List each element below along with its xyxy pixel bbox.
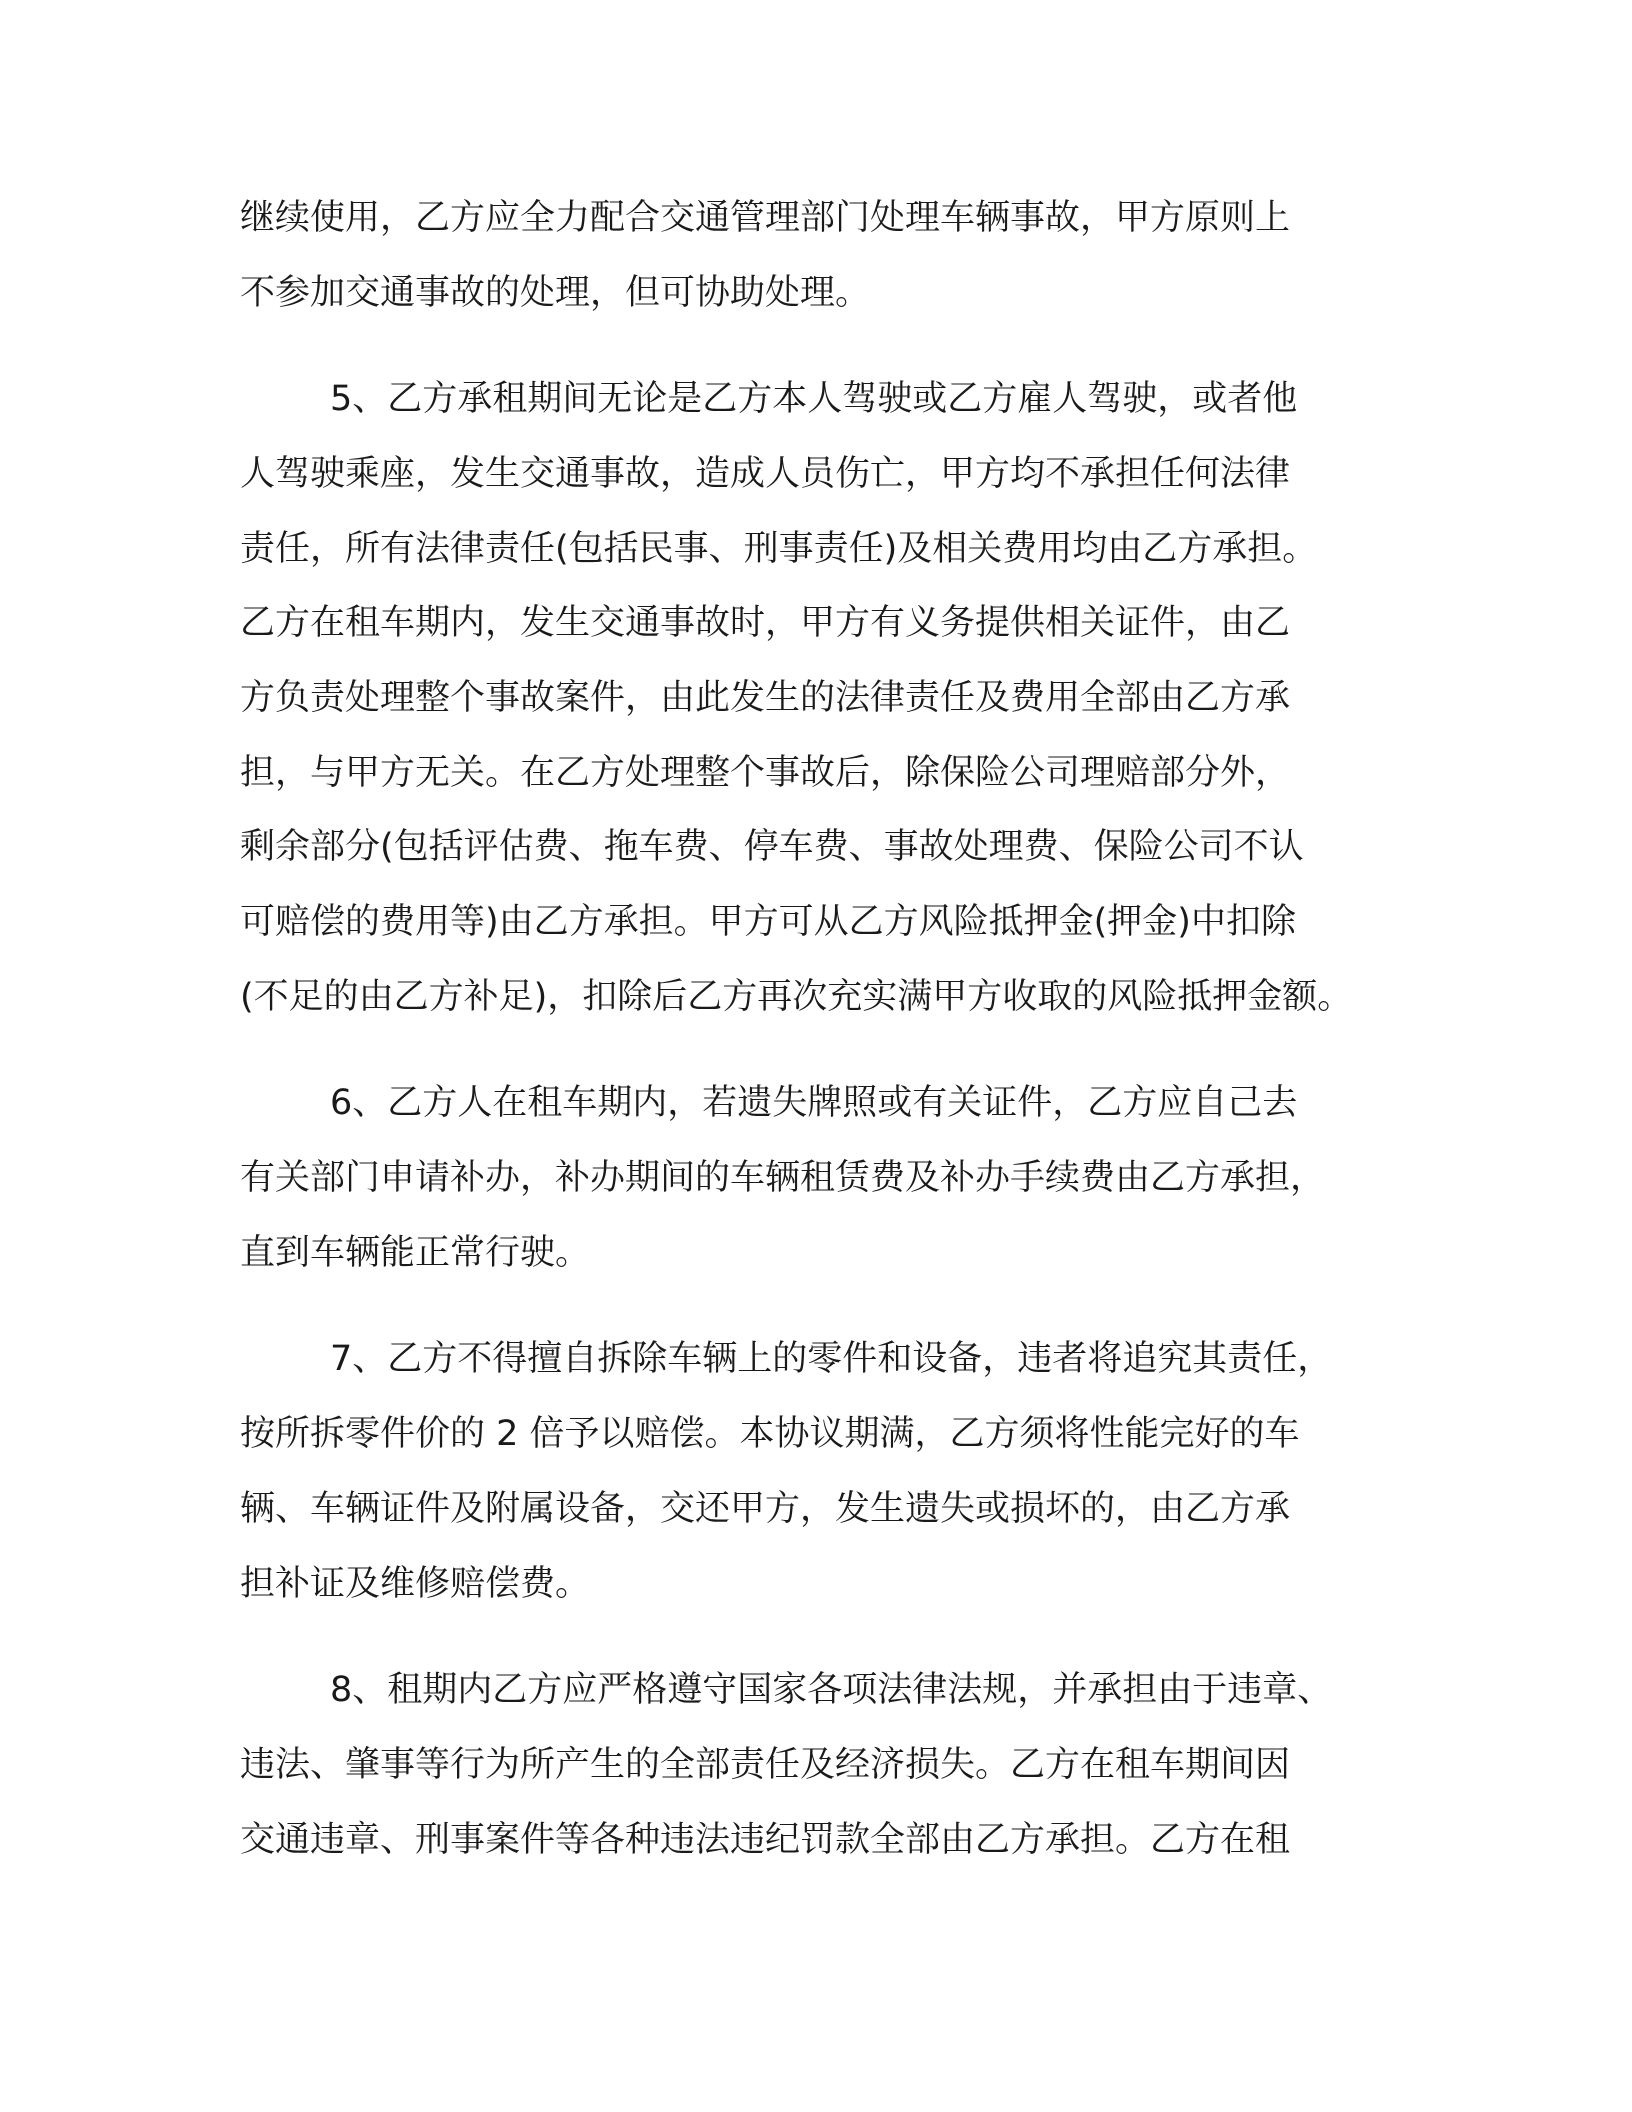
text-line: 违法、肇事等行为所产生的全部责任及经济损失。乙方在租车期间因	[240, 1745, 1291, 1785]
text-line: 方负责处理整个事故案件，由此发生的法律责任及费用全部由乙方承	[240, 678, 1291, 718]
text-line: 担，与甲方无关。在乙方处理整个事故后，除保险公司理赔部分外，	[240, 753, 1291, 793]
text-line: 辆、车辆证件及附属设备，交还甲方，发生遗失或损坏的，由乙方承	[240, 1489, 1291, 1529]
paragraph-first-line: 7、乙方不得擅自拆除车辆上的零件和设备，违者将追究其责任，	[330, 1339, 1333, 1379]
paragraph-first-line: 8、租期内乙方应严格遵守国家各项法律法规，并承担由于违章、	[330, 1670, 1333, 1710]
text-line: 剩余部分(包括评估费、拖车费、停车费、事故处理费、保险公司不认	[240, 827, 1304, 867]
text-line: 直到车辆能正常行驶。	[240, 1233, 591, 1273]
text-line: 责任，所有法律责任(包括民事、刑事责任)及相关费用均由乙方承担。	[240, 529, 1318, 569]
text-line: 乙方在租车期内，发生交通事故时，甲方有义务提供相关证件，由乙	[240, 603, 1291, 643]
text-line: 可赔偿的费用等)由乙方承担。甲方可从乙方风险抵押金(押金)中扣除	[240, 902, 1296, 942]
text-line: 人驾驶乘座，发生交通事故，造成人员伤亡，甲方均不承担任何法律	[240, 454, 1291, 494]
text-line: 交通违章、刑事案件等各种违法违纪罚款全部由乙方承担。乙方在租	[240, 1820, 1291, 1860]
text-line: 担补证及维修赔偿费。	[240, 1564, 591, 1604]
text-line: 有关部门申请补办，补办期间的车辆租赁费及补办手续费由乙方承担，	[240, 1158, 1326, 1198]
text-line: 不参加交通事故的处理，但可协助处理。	[240, 273, 871, 313]
paragraph-first-line: 6、乙方人在租车期内，若遗失牌照或有关证件，乙方应自己去	[330, 1083, 1298, 1123]
text-line: 继续使用，乙方应全力配合交通管理部门处理车辆事故，甲方原则上	[240, 198, 1291, 238]
paragraph-first-line: 5、乙方承租期间无论是乙方本人驾驶或乙方雇人驾驶，或者他	[330, 379, 1298, 419]
text-line: (不足的由乙方补足)，扣除后乙方再次充实满甲方收取的风险抵押金额。	[240, 977, 1353, 1017]
text-line: 按所拆零件价的 2 倍予以赔偿。本协议期满，乙方须将性能完好的车	[240, 1414, 1300, 1454]
